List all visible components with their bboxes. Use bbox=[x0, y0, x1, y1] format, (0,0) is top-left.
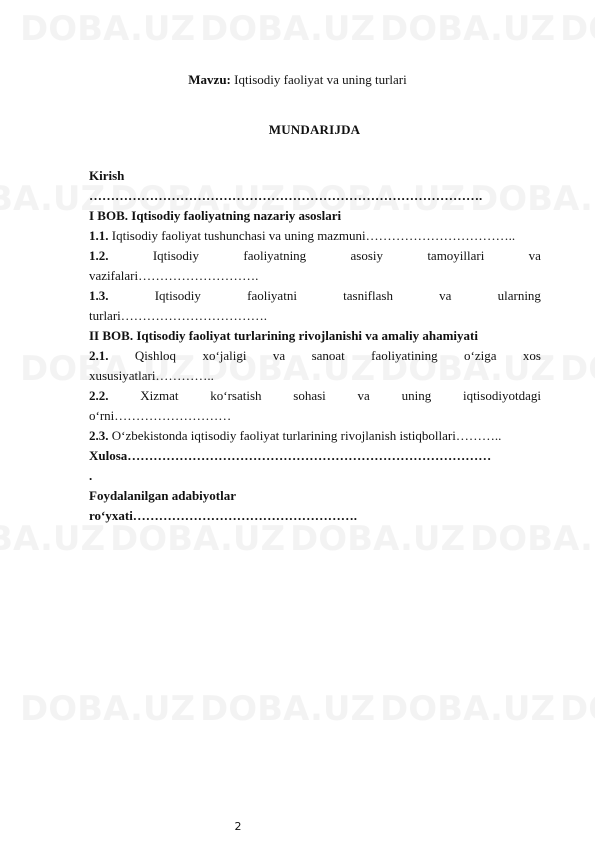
toc-word: tamoyillari bbox=[427, 248, 485, 263]
toc-word: faoliyatni bbox=[247, 288, 297, 303]
toc-item-2-2 bbox=[89, 386, 541, 406]
toc-word: va bbox=[357, 388, 370, 403]
page-title: MUNDARIJDA bbox=[268, 122, 361, 137]
toc-word: xo‘jaligi bbox=[202, 348, 247, 363]
toc-word: Iqtisodiy bbox=[152, 248, 200, 263]
toc-item-1-1-number: 1.1. bbox=[89, 228, 109, 243]
toc-item-1-2-number: 1.2. bbox=[89, 248, 109, 263]
toc-item-1-2 bbox=[89, 246, 541, 266]
toc-chapter-2: II BOB. Iqtisodiy faoliyat turlarining rivojlanishi va amaliy ahamiyati bbox=[89, 328, 478, 343]
toc-word: sanoat bbox=[311, 348, 345, 363]
watermark-text bbox=[560, 349, 595, 389]
toc-item-2-3 bbox=[89, 426, 541, 446]
toc-word: ko‘rsatish bbox=[210, 388, 262, 403]
watermark-text bbox=[20, 689, 195, 729]
toc-word: va bbox=[439, 288, 452, 303]
watermark-text bbox=[380, 9, 555, 49]
toc-references-title: Foydalanilgan adabiyotlar bbox=[89, 488, 236, 503]
toc-word: va bbox=[528, 248, 541, 263]
toc-item-2-1-number: 2.1. bbox=[89, 348, 109, 363]
toc-word: tasniflash bbox=[343, 288, 393, 303]
toc-references-continuation: ro‘yxati……………………………………………. bbox=[89, 508, 358, 523]
page-number: 2 bbox=[234, 820, 242, 833]
table-of-contents bbox=[89, 166, 541, 526]
toc-item-2-3-text: O‘zbekistonda iqtisodiy faoliyat turlarining rivojlanish istiqbollari……….. bbox=[108, 428, 502, 443]
toc-word: asosiy bbox=[350, 248, 383, 263]
toc-word: Xizmat bbox=[140, 388, 179, 403]
toc-word: xos bbox=[522, 348, 541, 363]
topic-text: Iqtisodiy faoliyat va uning turlari bbox=[230, 72, 407, 87]
toc-item-1-3-number: 1.3. bbox=[89, 288, 109, 303]
toc-word: faoliyatning bbox=[243, 248, 307, 263]
toc-word: faoliyatining bbox=[371, 348, 438, 363]
toc-conclusion: Xulosa………………………………………………………………………… bbox=[89, 448, 492, 463]
toc-word: sohasi bbox=[293, 388, 326, 403]
watermark-text bbox=[380, 689, 555, 729]
toc-item-1-2-continuation: vazifalari………………………. bbox=[89, 268, 259, 283]
watermark-text bbox=[200, 689, 375, 729]
toc-item-2-3-number: 2.3. bbox=[89, 428, 109, 443]
toc-item-1-1-text: Iqtisodiy faoliyat tushunchasi va uning mazmuni…………………………….. bbox=[108, 228, 516, 243]
topic-line bbox=[0, 72, 595, 88]
toc-item-2-1 bbox=[89, 346, 541, 366]
toc-item-1-3-continuation: turlari……………………………. bbox=[89, 308, 268, 323]
topic-label: Mavzu: bbox=[188, 72, 231, 87]
toc-word: iqtisodiyotdagi bbox=[462, 388, 541, 403]
watermark-text bbox=[560, 9, 595, 49]
toc-item-2-2-continuation: o‘rni……………………… bbox=[89, 408, 232, 423]
toc-word: uning bbox=[401, 388, 432, 403]
toc-word: o‘ziga bbox=[464, 348, 497, 363]
watermark-text bbox=[20, 9, 195, 49]
toc-word: Iqtisodiy bbox=[154, 288, 201, 303]
toc-word: ularning bbox=[497, 288, 541, 303]
watermark-text bbox=[560, 689, 595, 729]
toc-item-2-2-number: 2.2. bbox=[89, 388, 109, 403]
toc-item-1-3 bbox=[89, 286, 541, 306]
toc-item-2-1-continuation: xususiyatlari………….. bbox=[89, 368, 214, 383]
toc-conclusion-dot: . bbox=[89, 468, 93, 483]
toc-word: va bbox=[272, 348, 286, 363]
toc-intro-title: Kirish bbox=[89, 168, 125, 183]
toc-chapter-1: I BOB. Iqtisodiy faoliyatning nazariy asoslari bbox=[89, 208, 342, 223]
watermark-text bbox=[200, 9, 375, 49]
toc-word: Qishloq bbox=[134, 348, 177, 363]
toc-item-1-1 bbox=[89, 226, 541, 246]
toc-intro-dots: ………………………………………………………………………………. bbox=[89, 188, 483, 203]
